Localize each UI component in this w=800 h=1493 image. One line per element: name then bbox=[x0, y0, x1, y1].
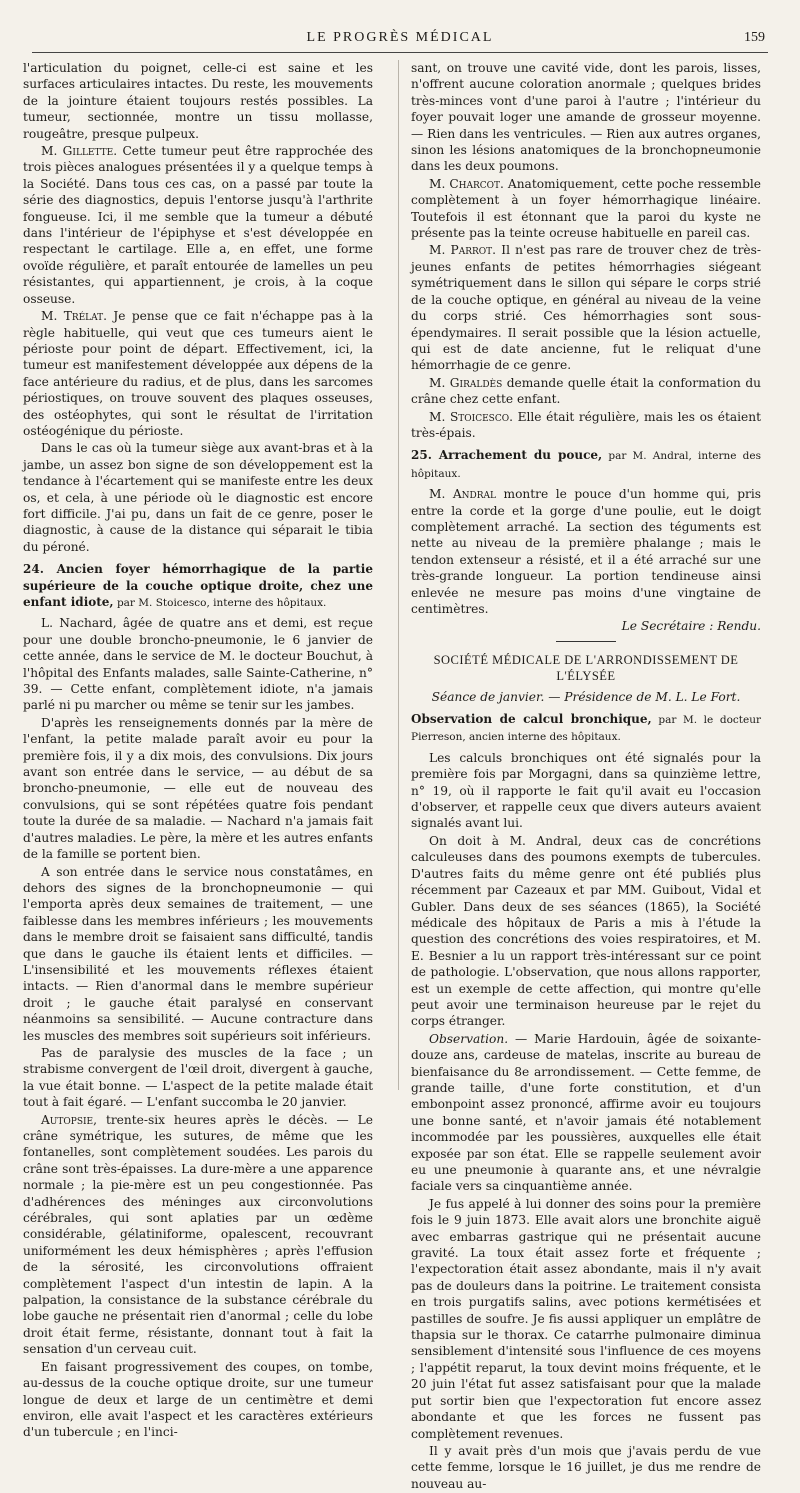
paragraph: On doit à M. Andral, deux cas de concrétions calculeuses dans des poumons exempts de tubercules. D'autres faits du même genre ont été publiés plus récemment par Cazeaux et par MM. Guibout, Vidal et Gubler. Dans deux de ses séances (1865), la Société médicale des hôpitaux de Paris a mis à l'étude la question des concrétions des voies respiratoires, et M. E. Besnier a lu un rapport très-intéressant sur ce point de pathologie. L'observation, que nous allons rapporter, est un exemple de cette affection, qui montre qu'elle peut avoir une terminaison heureuse par le rejet du corps étranger. bbox=[411, 833, 761, 1029]
page-number: 159 bbox=[744, 30, 765, 45]
session-line: Séance de janvier. — Présidence de M. L. Le Fort. bbox=[431, 689, 741, 704]
heading-title: 25. Arrachement du pouce, bbox=[411, 448, 603, 463]
heading-author: par M. Stoicesco, interne des hôpitaux. bbox=[113, 597, 327, 609]
paragraph-text: Il n'est pas rare de trouver chez de très-jeunes enfants de petites hémorrhagies siégeant symétriquement dans le sillon qui sépare le corps strié de la couche optique, en général au niveau de la veine du corps strié. Ces hémorrhagies sont sous-épendymaires. Il serait possible que la lésion actuelle, qui est de date ancienne, fut le reliquat d'une hémorrhagie de ce genre. bbox=[411, 243, 761, 373]
paragraph bbox=[411, 1031, 761, 1195]
paragraph bbox=[411, 409, 761, 442]
society-title: SOCIÉTÉ MÉDICALE DE L'ARRONDISSEMENT DE L'ÉLYSÉE bbox=[433, 652, 739, 684]
run-in-label: Autopsie, bbox=[41, 1112, 97, 1127]
section-heading-24 bbox=[23, 561, 373, 611]
paragraph bbox=[411, 176, 761, 242]
speaker-name: M. Stoicesco. bbox=[429, 409, 513, 424]
speaker-name: M. Giraldès bbox=[429, 375, 503, 390]
paragraph: sant, on trouve une cavité vide, dont les parois, lisses, n'offrent aucune coloration anormale ; quelques brides très-minces vont d'une paroi à l'autre ; l'intérieur du foyer pouvait loger une amande de grosseur moyenne. — Rien dans les ventricules. — Rien aux autres organes, sinon les lésions anatomiques de la bronchopneumonie dans les deux poumons. bbox=[411, 61, 761, 174]
page-header bbox=[0, 0, 800, 50]
heading-author: par M. le docteur Pierreson, ancien interne des hôpitaux. bbox=[411, 714, 762, 744]
paragraph: En faisant progressivement des coupes, on tombe, au-dessus de la couche optique droite, sur une tumeur longue de deux et large de un centimètre et demi environ, elle avait l'aspect et les caractères extérieurs d'un tubercule ; en l'inci- bbox=[23, 1359, 373, 1440]
paragraph bbox=[23, 308, 373, 439]
run-in-label: Observation. bbox=[429, 1031, 509, 1046]
heading-author: par M. Andral, interne des hôpitaux. bbox=[411, 450, 761, 480]
paragraph: Il y avait près d'un mois que j'avais perdu de vue cette femme, lorsque le 16 juillet, je dus me rendre de nouveau au- bbox=[411, 1443, 761, 1491]
paragraph: D'après les renseignements donnés par la mère de l'enfant, la petite malade paraît avoir eu pour la première fois, il y a dix mois, des convulsions. Dix jours avant son entrée dans le service, — au début de sa broncho-pneumonie, — elle eut de nouveau des convulsions, qui se sont répétées quatre fois pendant toute la durée de sa maladie. — Nachard n'a jamais fait d'autres maladies. Le père, la mère et les autres enfants de la famille se portent bien. bbox=[23, 715, 373, 862]
header-rule bbox=[32, 52, 768, 53]
column-divider bbox=[398, 60, 399, 1090]
paragraph-text: trente-six heures après le décès. — Le crâne symétrique, les sutures, de même que les fontanelles, sont complètement soudées. Les parois du crâne sont très-épaisses. La dure-mère a une apparence normale ; la pie-mère est un peu congestionnée. Pas d'adhérences des méninges aux circonvolutions cérébrales, qui sont aplaties par un œdème considérable, gélatiniforme, opalescent, recouvrant uniformément les deux hémisphères ; après l'effusion de la sérosité, les circonvolutions offraient complètement l'aspect d'un intestin de lapin. A la palpation, la consistance de la substance cérébrale du lobe gauche ne présentait rien d'anormal ; celle du lobe droit était ferme, résistante, donnant tout à fait la sensation d'un cerveau cuit. bbox=[23, 1112, 373, 1357]
observation-heading bbox=[411, 711, 761, 746]
paragraph-text: Elle était régulière, mais les os étaient très-épais. bbox=[411, 409, 761, 440]
left-column bbox=[23, 60, 373, 1442]
heading-title: 24. Ancien foyer hémorrhagique de la partie supérieure de la couche optique droite, chez une enfant idiote, bbox=[23, 562, 373, 609]
paragraph-text: demande quelle était la conformation du crâne chez cette enfant. bbox=[411, 375, 761, 407]
paragraph bbox=[411, 486, 761, 617]
paragraph: Les calculs bronchiques ont été signalés pour la première fois par Morgagni, dans sa quinzième lettre, n° 19, où il rapporte le fait qu'il avait eu l'occasion d'observer, et rappelle ceux que divers auteurs avaient signalés avant lui. bbox=[411, 750, 761, 831]
speaker-name: M. Trélat. bbox=[41, 309, 108, 324]
paragraph-text: Je pense que ce fait n'échappe pas à la règle habituelle, qui veut que ces tumeurs aient le périoste pour point de départ. Effectivement, ici, la tumeur est manifestement développée aux dépens de la face antérieure du radius, et de plus, dans les sarcomes périostiques, on trouve souvent des plaques osseuses, des ostéophytes, qui sont le résultat de l'irritation ostéogénique du périoste. bbox=[23, 309, 373, 438]
section-rule bbox=[556, 641, 616, 642]
speaker-name: M. Charcot. bbox=[429, 176, 504, 191]
paragraph: l'articulation du poignet, celle-ci est saine et les surfaces articulaires intactes. Du reste, les mouvements de la jointure étaient toujours restés possibles. La tumeur, sectionnée, montre un tissu mollasse, rougeâtre, presque pulpeux. bbox=[23, 61, 373, 141]
speaker-name: M. Andral bbox=[429, 487, 497, 502]
paragraph bbox=[411, 242, 761, 373]
paragraph-text: montre le pouce d'un homme qui, pris entre la corde et la gorge d'une poulie, eut le doigt complètement arraché. La section des téguments est nette au niveau de la première phalange ; mais le tendon extenseur a résisté, et il a été arraché sur une très-grande longueur. La portion tendineuse ainsi enlevée ne mesure pas moins d'une vingtaine de centimètres. bbox=[411, 487, 761, 616]
paragraph bbox=[411, 375, 761, 408]
paragraph bbox=[23, 1112, 373, 1358]
paragraph-text: Anatomiquement, cette poche ressemble complètement à un foyer hémorrhagique linéaire. Toutefois il est étonnant que la paroi du kyste ne présente pas la teinte ocreuse habituelle en pareil cas. bbox=[411, 176, 761, 241]
paragraph: Pas de paralysie des muscles de la face ; un strabisme convergent de l'œil droit, divergent à gauche, la vue était bonne. — L'aspect de la petite malade était tout à fait égaré. — L'enfant succomba le 20 janvier. bbox=[23, 1045, 373, 1110]
right-column bbox=[411, 60, 761, 1493]
paragraph-text: — Marie Hardouin, âgée de soixante-douze ans, cardeuse de matelas, inscrite au bureau de bienfaisance du 8e arrondissement. — Cette femme, de grande taille, d'une forte constitution, et d'un embonpoint assez prononcé, affirme avoir eu toujours une bonne santé, et n'avoir jamais été notablement incommodée par les poussières, auxquelles elle était exposée par son état. Elle se rappelle seulement avoir eu une pneumonie à quarante ans, et une névralgie faciale vers sa cinquantième année. bbox=[411, 1031, 761, 1194]
paragraph: L. Nachard, âgée de quatre ans et demi, est reçue pour une double broncho-pneumonie, le 6 janvier de cette année, dans le service de M. le docteur Bouchut, à l'hôpital des Enfants malades, salle Sainte-Catherine, n° 39. — Cette enfant, complètement idiote, n'a jamais parlé ni pu marcher ou même se tenir sur les jambes. bbox=[23, 616, 373, 713]
paragraph-text: Cette tumeur peut être rapprochée des trois pièces analogues présentées il y a quelque temps à la Société. Dans tous ces cas, on a passé par toute la série des diagnostics, depuis l'entorse jusqu'à l'arthrite fongueuse. Ici, il me semble que la tumeur a débuté dans l'intérieur de l'épiphyse et s'est développée en respectant le cartilage. Elle a, en effet, une forme ovoïde régulière, et paraît entourée de lamelles un peu résistantes, qui appartiennent, je crois, à la coque osseuse. bbox=[23, 144, 373, 306]
paragraph bbox=[23, 143, 373, 307]
speaker-name: M. Parrot. bbox=[429, 243, 497, 258]
journal-title: LE PROGRÈS MÉDICAL bbox=[306, 30, 494, 45]
paragraph: Dans le cas où la tumeur siège aux avant-bras et à la jambe, un assez bon signe de son développement est la tendance à l'écartement qui se manifeste entre les deux os, et cela, à une période où le diagnostic est encore fort difficile. J'ai pu, dans un fait de ce genre, poser le diagnostic, à cause de la distance qui séparait le tibia du péroné. bbox=[23, 441, 373, 554]
heading-title: Observation de calcul bronchique, bbox=[411, 712, 652, 727]
speaker-name: M. Gillette. bbox=[41, 144, 118, 159]
secretary-signature: Le Secrétaire : Rendu. bbox=[621, 619, 761, 634]
section-heading-25 bbox=[411, 447, 761, 482]
paragraph: A son entrée dans le service nous constatâmes, en dehors des signes de la bronchopneumonie — qui l'emporta après deux semaines de traitement, — une faiblesse dans les membres inférieurs ; les mouvements dans le membre droit se faisaient sans difficulté, tandis que dans le gauche ils étaient lents et difficiles. — L'insensibilité et les mouvements réflexes étaient intacts. — Rien d'anormal dans le membre supérieur droit ; le gauche était paralysé en conservant néanmoins sa sensibilité. — Aucune contracture dans les muscles des membres soit supérieurs soit inférieurs. bbox=[23, 864, 373, 1043]
paragraph: Je fus appelé à lui donner des soins pour la première fois le 9 juin 1873. Elle avait alors une bronchite aiguë avec embarras gastrique qui ne présentait aucune gravité. La toux était assez forte et fréquente ; l'expectoration était assez abondante, mais il n'y avait pas de douleurs dans la poitrine. Le traitement consista en trois purgatifs salins, avec potions kermétisées et pastilles de soufre. Je fis aussi appliquer un emplâtre de thapsia sur le thorax. Ce catarrhe pulmonaire diminua sensiblement d'intensité sous l'influence de ces moyens ; l'appétit reparut, la toux devint moins fréquente, et le 20 juin l'état fut assez satisfaisant pour que la malade put sortir bien que l'expectoration fut encore assez abondante et que les forces ne fussent pas complètement revenues. bbox=[411, 1196, 761, 1441]
